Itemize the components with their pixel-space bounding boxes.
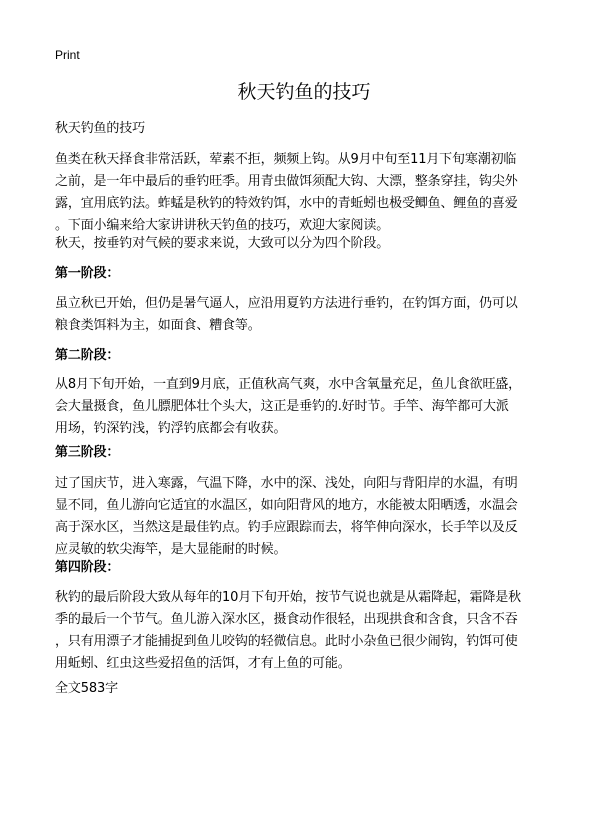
intro-line: 。下面小编来给大家讲讲秋天钓鱼的技巧，欢迎大家阅读。 xyxy=(55,218,390,233)
stage3-line: 高于深水区，当然这是最佳钓点。钓手应跟踪而去，将竿伸向深水，长手竿以及反 xyxy=(55,520,518,535)
intro-line: 露，宜用底钓法。蚱蜢是秋钓的特效钓饵，水中的青蚯蚓也极受鲫鱼、鲤鱼的喜爱 xyxy=(55,196,518,211)
print-link[interactable]: Print xyxy=(55,48,80,62)
stage2-line: 从8月下旬开始，一直到9月底，正值秋高气爽，水中含氧量充足，鱼儿食欲旺盛， xyxy=(55,377,521,392)
stage2-heading: 第二阶段： xyxy=(55,348,120,363)
stage3-line: 显不同，鱼儿游向它适宜的水温区，如向阳背风的地方，水能被太阳晒透，水温会 xyxy=(55,498,518,513)
article-subtitle: 秋天钓鱼的技巧 xyxy=(55,121,145,136)
stage4-line: 季的最后一个节气。鱼儿游入深水区，摄食动作很轻，出现拱食和含食，只含不吞 xyxy=(55,612,518,627)
stage3-line: 应灵敏的软尖海竿，是大显能耐的时候。 xyxy=(55,542,287,557)
stage4-heading: 第四阶段： xyxy=(55,560,120,575)
stage1-heading: 第一阶段： xyxy=(55,266,120,281)
stage2-line: 用场，钓深钓浅，钓浮钓底都会有收获。 xyxy=(55,421,287,436)
stage3-paragraph xyxy=(55,473,553,561)
document-page xyxy=(55,0,553,828)
stage2-paragraph xyxy=(55,374,553,440)
stage1-line: 虽立秋已开始，但仍是暑气逼人，应沿用夏钓方法进行垂钓，在钓饵方面，仍可以 xyxy=(55,296,518,311)
overview-paragraph: 秋天，按垂钓对气候的要求来说，大致可以分为四个阶段。 xyxy=(55,236,390,251)
intro-line: 之前，是一年中最后的垂钓旺季。用青虫做饵须配大钩、大漂，整条穿挂，钩尖外 xyxy=(55,174,518,189)
intro-line: 鱼类在秋天择食非常活跃，荤素不拒，频频上钩。从9月中旬至11月下旬寒潮初临 xyxy=(55,152,517,167)
word-count: 全文583字 xyxy=(55,681,118,696)
stage3-heading: 第三阶段： xyxy=(55,445,120,460)
intro-paragraph xyxy=(55,149,553,237)
article-title: 秋天钓鱼的技巧 xyxy=(237,81,371,103)
stage4-paragraph xyxy=(55,587,553,675)
stage2-line: 会大量摄食，鱼儿膘肥体壮个头大，这正是垂钓的.好时节。手竿、海竿都可大派 xyxy=(55,399,509,414)
stage4-line: 用蚯蚓、红虫这些爱招鱼的活饵，才有上鱼的可能。 xyxy=(55,656,351,671)
stage4-line: ，只有用漂子才能捕捉到鱼儿咬钩的轻微信息。此时小杂鱼已很少闹钩，钓饵可使 xyxy=(55,634,518,649)
stage4-line: 秋钓的最后阶段大致从每年的10月下旬开始，按节气说也就是从霜降起，霜降是秋 xyxy=(55,590,521,605)
stage1-paragraph xyxy=(55,293,553,337)
stage1-line: 粮食类饵料为主，如面食、糟食等。 xyxy=(55,318,261,333)
stage3-line: 过了国庆节，进入寒露，气温下降，水中的深、浅处，向阳与背阳岸的水温，有明 xyxy=(55,476,518,491)
